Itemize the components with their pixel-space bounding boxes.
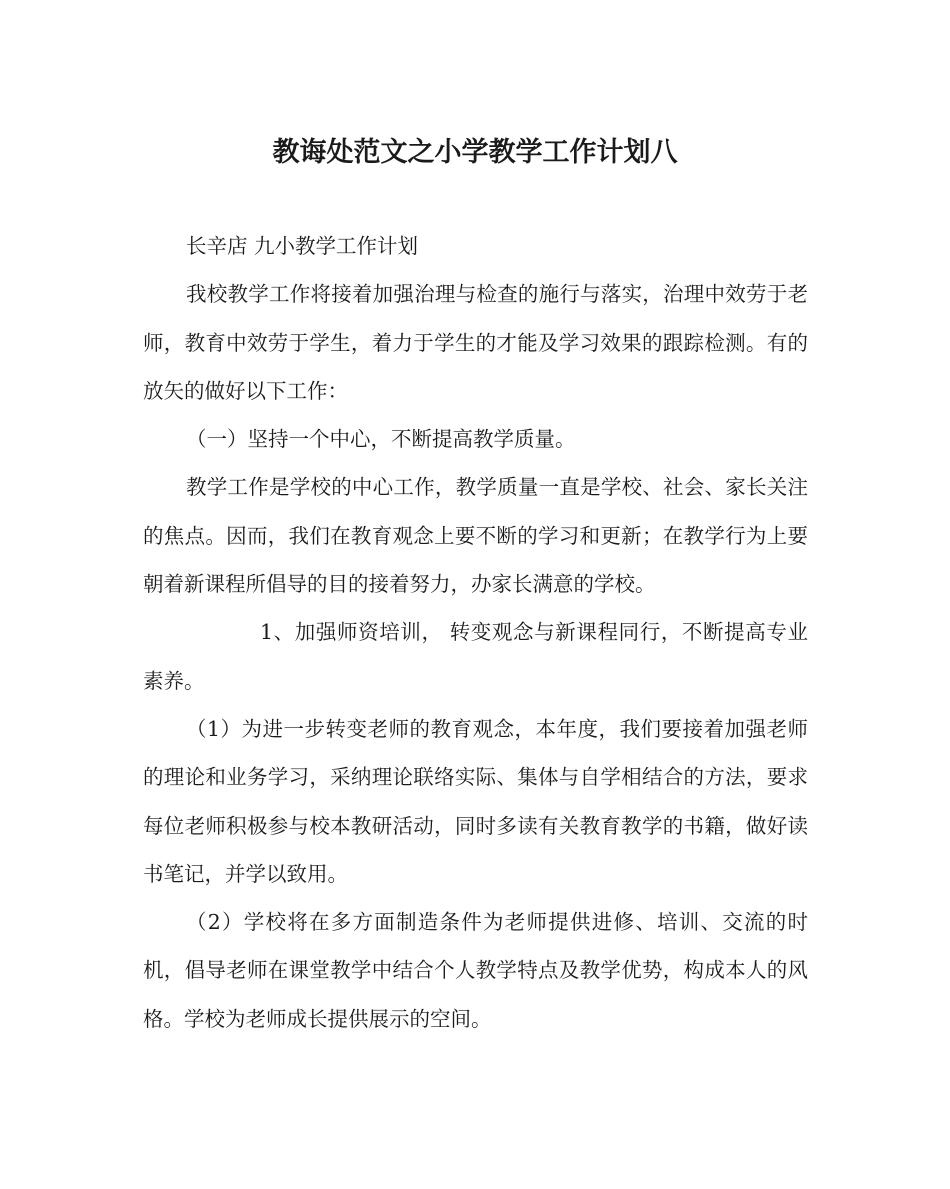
teaching-center-paragraph: 教学工作是学校的中心工作，教学质量一直是学校、社会、家长关注的焦点。因而，我们在教育观念上要不断的学习和更新；在教学行为上要朝着新课程所倡导的目的接着努力，办家长满意的学校。 bbox=[143, 475, 808, 597]
section-heading-1: （一）坚持一个中心，不断提高教学质量。 bbox=[186, 427, 576, 452]
sub-item-2-paragraph: （2）学校将在多方面制造条件为老师提供进修、培训、交流的时机，倡导老师在课堂教学中结合个人教学特点及教学优势，构成本人的风格。学校为老师成长提供展示的空间。 bbox=[143, 910, 808, 1031]
sub-item-1-paragraph: （1）为进一步转变老师的教育观念，本年度，我们要接着加强老师的理论和业务学习，采纳理论联络实际、集体与自学相结合的方法，要求每位老师积极参与校本教研活动，同时多读有关教育教学的书籍，做好读书笔记，并学以致用。 bbox=[143, 716, 808, 886]
document-body bbox=[143, 222, 808, 1043]
item-heading-1: 1、加强师资培训， 转变观念与新课程同行，不断提高专业素养。 bbox=[143, 620, 808, 693]
intro-paragraph: 我校教学工作将接着加强治理与检查的施行与落实，治理中效劳于老师，教育中效劳于学生，着力于学生的才能及学习效果的跟踪检测。有的放矢的做好以下工作： bbox=[143, 282, 808, 403]
document-title: 教诲处范文之小学教学工作计划八 bbox=[272, 137, 678, 168]
school-plan-subtitle: 长辛店 九小教学工作计划 bbox=[186, 234, 419, 258]
